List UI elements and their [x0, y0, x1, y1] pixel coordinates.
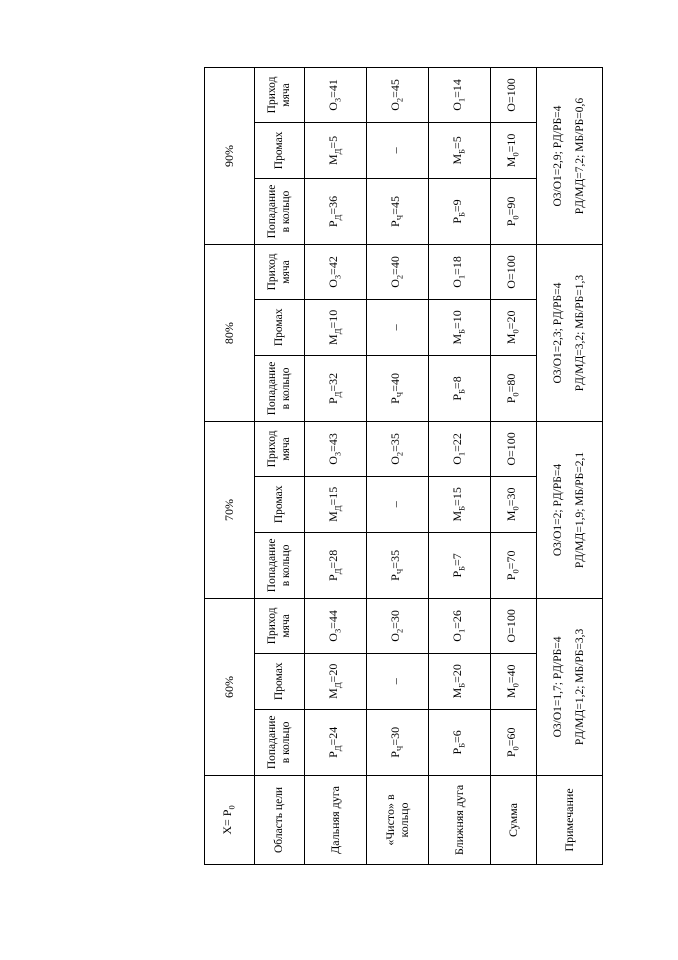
value-symbol: P — [388, 220, 403, 227]
value-number: =45 — [388, 196, 403, 215]
note-line: O3/O1=2,3; PД/PБ=4 — [551, 282, 564, 384]
value-subscript: Ч — [395, 568, 405, 575]
value-cell — [491, 476, 537, 532]
value-symbol: P — [326, 220, 341, 228]
note-line: O3/O1=1,7; PД/PБ=4 — [551, 636, 564, 738]
area-header: Область цели — [255, 775, 305, 864]
value-subscript: 1 — [457, 628, 467, 634]
value-symbol: P — [450, 570, 465, 578]
value-cell — [305, 709, 367, 775]
value-cell — [429, 68, 491, 123]
value-number: =9 — [450, 199, 465, 213]
value-subscript: 2 — [395, 628, 405, 634]
value-symbol: O — [450, 456, 465, 465]
value-number: =44 — [326, 610, 341, 629]
value-subscript: 3 — [333, 628, 343, 634]
value-number: =6 — [450, 730, 465, 743]
row-label: Ближняя дуга — [429, 775, 491, 864]
value-cell — [429, 476, 491, 532]
value-cell — [367, 68, 429, 123]
value-subscript: Д — [333, 391, 343, 398]
value-cell — [491, 422, 537, 477]
corner-cell: $X= P_0$ — [205, 775, 255, 864]
value-symbol: M — [326, 511, 341, 522]
value-cell — [491, 178, 537, 244]
value-symbol: P — [504, 573, 519, 581]
value-subscript: Б — [457, 212, 467, 217]
value-cell — [491, 299, 537, 355]
data-table — [204, 67, 603, 865]
value-cell — [491, 68, 537, 123]
value-cell — [367, 598, 429, 653]
value-subscript: 0 — [511, 329, 521, 334]
value-number: =5 — [326, 135, 341, 149]
subheader-cell: Попадание в кольцо — [255, 532, 305, 598]
value-symbol: P — [450, 216, 465, 224]
note-line: PД/MД=7,2; MБ/PБ=0,6 — [573, 97, 586, 215]
value-symbol: – — [388, 501, 403, 508]
value-subscript: Б — [457, 389, 467, 394]
row-label: «Чисто» в кольцо — [367, 775, 429, 864]
header-row-sub — [255, 68, 305, 865]
value-subscript: 3 — [333, 274, 343, 280]
subheader-cell: Промах — [255, 299, 305, 355]
value-subscript: 1 — [457, 274, 467, 280]
rotated-table-container — [204, 67, 602, 865]
value-subscript: 3 — [333, 451, 343, 457]
note-cell — [537, 68, 603, 245]
value-symbol: P — [326, 397, 341, 405]
value-subscript: 0 — [511, 569, 521, 574]
value-number: =26 — [450, 610, 465, 629]
value-symbol: P — [326, 751, 341, 758]
value-symbol: P — [504, 219, 519, 227]
value-symbol: O — [504, 103, 519, 112]
value-cell — [367, 355, 429, 421]
value-symbol: O — [504, 280, 519, 289]
value-cell — [305, 476, 367, 532]
group-header: 80% — [205, 245, 255, 422]
value-number: =100 — [504, 255, 519, 281]
value-cell — [367, 476, 429, 532]
value-number: =100 — [504, 78, 519, 104]
value-symbol: O — [326, 102, 341, 111]
note-line: PД/MД=1,9; MБ/PБ=2,1 — [573, 451, 586, 569]
value-number: =20 — [504, 310, 519, 330]
value-number: =43 — [326, 433, 341, 452]
value-number: =30 — [504, 487, 519, 507]
value-symbol: M — [326, 334, 341, 345]
value-subscript: Д — [333, 505, 343, 512]
group-header: 70% — [205, 422, 255, 599]
value-cell — [305, 299, 367, 355]
value-subscript: Б — [457, 505, 467, 511]
value-symbol: M — [326, 154, 341, 165]
value-subscript: 0 — [511, 215, 521, 220]
value-cell — [491, 355, 537, 421]
value-symbol: O — [504, 633, 519, 643]
rotated-table-stage — [204, 67, 602, 865]
value-symbol: O — [388, 456, 403, 465]
value-number: =14 — [450, 79, 465, 98]
value-subscript: 0 — [511, 392, 521, 397]
value-symbol: M — [326, 688, 341, 699]
note-line: PД/MД=1,2; MБ/PБ=3,3 — [573, 628, 586, 746]
value-cell — [491, 653, 537, 709]
value-cell — [429, 245, 491, 300]
value-subscript: 0 — [511, 152, 521, 157]
subheader-cell: Приход мяча — [255, 68, 305, 123]
value-subscript: Д — [333, 214, 343, 221]
value-subscript: Д — [333, 328, 343, 335]
value-number: =30 — [388, 610, 403, 629]
value-subscript: Б — [457, 742, 467, 748]
value-subscript: Д — [333, 682, 343, 689]
value-cell — [429, 299, 491, 355]
value-cell — [305, 532, 367, 598]
value-cell — [491, 709, 537, 775]
note-line: O3/O1=2,9; PД/PБ=4 — [551, 105, 564, 207]
table-row — [429, 68, 491, 865]
value-symbol: O — [326, 633, 341, 642]
value-number: =100 — [504, 432, 519, 457]
value-cell — [367, 122, 429, 178]
row-label: Дальняя дуга — [305, 775, 367, 864]
value-cell — [367, 709, 429, 775]
value-subscript: Д — [333, 568, 343, 575]
value-number: =36 — [326, 195, 341, 215]
value-symbol: O — [504, 456, 519, 466]
value-number: =35 — [388, 549, 403, 569]
value-subscript: Ч — [395, 214, 405, 221]
value-cell — [429, 122, 491, 178]
value-cell — [305, 355, 367, 421]
value-symbol: P — [388, 397, 403, 404]
value-number: =15 — [450, 487, 465, 506]
value-cell — [429, 653, 491, 709]
value-symbol: M — [450, 153, 465, 165]
group-header: 60% — [205, 598, 255, 775]
value-number: =100 — [504, 609, 519, 634]
value-symbol: P — [450, 747, 465, 755]
value-number: =18 — [450, 256, 465, 275]
value-number: =8 — [450, 376, 465, 390]
subheader-cell: Приход мяча — [255, 598, 305, 653]
note-cell — [537, 598, 603, 775]
value-number: =24 — [326, 726, 341, 746]
value-subscript: 1 — [457, 97, 467, 103]
value-subscript: 0 — [511, 506, 521, 511]
value-symbol: – — [388, 324, 403, 331]
value-number: =10 — [450, 310, 465, 329]
notes-label: Примечание — [537, 775, 603, 864]
subheader-cell: Приход мяча — [255, 422, 305, 477]
value-cell — [305, 68, 367, 123]
value-symbol: M — [504, 687, 519, 699]
value-cell — [429, 422, 491, 477]
value-cell — [429, 598, 491, 653]
note-line: PД/MД=3,2; MБ/PБ=1,3 — [573, 274, 586, 392]
value-subscript: Б — [457, 329, 467, 334]
value-symbol: M — [450, 687, 465, 699]
value-cell — [367, 299, 429, 355]
value-number: =20 — [326, 663, 341, 683]
value-cell — [367, 178, 429, 244]
value-cell — [305, 178, 367, 244]
value-cell — [305, 598, 367, 653]
note-cell — [537, 422, 603, 599]
value-subscript: 2 — [395, 97, 405, 103]
value-cell — [491, 532, 537, 598]
value-number: =90 — [504, 196, 519, 216]
notes-row — [537, 68, 603, 865]
subheader-cell: Попадание в кольцо — [255, 709, 305, 775]
value-cell — [429, 355, 491, 421]
value-subscript: 2 — [395, 451, 405, 457]
value-cell — [429, 532, 491, 598]
value-number: =35 — [388, 433, 403, 452]
table-row — [367, 68, 429, 865]
value-number: =70 — [504, 550, 519, 570]
value-cell — [305, 122, 367, 178]
value-cell — [305, 422, 367, 477]
header-row-groups — [205, 68, 255, 865]
value-symbol: O — [388, 279, 403, 288]
value-cell — [305, 653, 367, 709]
subheader-cell: Промах — [255, 122, 305, 178]
group-header: 90% — [205, 68, 255, 245]
value-subscript: Ч — [395, 391, 405, 398]
value-symbol: P — [450, 393, 465, 401]
value-symbol: P — [388, 751, 403, 758]
value-subscript: Д — [333, 148, 343, 155]
value-cell — [491, 598, 537, 653]
value-symbol: M — [504, 510, 519, 522]
value-number: =20 — [450, 664, 465, 683]
value-subscript: Ч — [395, 745, 405, 752]
value-symbol: – — [388, 147, 403, 154]
value-number: =5 — [450, 136, 465, 150]
value-symbol: M — [450, 333, 465, 345]
value-number: =7 — [450, 553, 465, 567]
value-subscript: Б — [457, 149, 467, 154]
subheader-cell: Приход мяча — [255, 245, 305, 300]
value-number: =32 — [326, 372, 341, 392]
value-number: =45 — [388, 79, 403, 98]
value-symbol: P — [504, 396, 519, 404]
value-number: =40 — [388, 256, 403, 275]
value-number: =42 — [326, 256, 341, 275]
value-cell — [429, 709, 491, 775]
value-symbol: O — [450, 279, 465, 288]
value-cell — [429, 178, 491, 244]
value-number: =80 — [504, 373, 519, 393]
value-symbol: – — [388, 678, 403, 685]
value-cell — [305, 245, 367, 300]
value-subscript: 2 — [395, 274, 405, 280]
value-subscript: 1 — [457, 451, 467, 457]
value-cell — [367, 653, 429, 709]
value-number: =60 — [504, 727, 519, 747]
value-number: =40 — [388, 372, 403, 392]
value-number: =30 — [388, 726, 403, 746]
value-number: =28 — [326, 549, 341, 569]
value-symbol: P — [504, 750, 519, 758]
note-line: O3/O1=2; PД/PБ=4 — [551, 463, 564, 557]
value-number: =10 — [504, 133, 519, 153]
row-label: Сумма — [491, 775, 537, 864]
value-cell — [367, 532, 429, 598]
value-cell — [367, 245, 429, 300]
value-symbol: O — [326, 279, 341, 288]
value-cell — [367, 422, 429, 477]
value-subscript: 0 — [511, 683, 521, 688]
value-subscript: 0 — [511, 746, 521, 751]
subheader-cell: Попадание в кольцо — [255, 178, 305, 244]
value-symbol: O — [450, 102, 465, 111]
value-number: =40 — [504, 664, 519, 684]
value-number: =10 — [326, 309, 341, 329]
value-number: =22 — [450, 433, 465, 452]
note-cell — [537, 245, 603, 422]
value-number: =15 — [326, 486, 341, 506]
value-symbol: M — [450, 510, 465, 522]
value-cell — [491, 122, 537, 178]
value-subscript: Б — [457, 566, 467, 571]
value-symbol: O — [450, 633, 465, 642]
table-row — [491, 68, 537, 865]
value-subscript: Д — [333, 745, 343, 752]
value-symbol: O — [388, 633, 403, 642]
value-number: =41 — [326, 79, 341, 98]
value-symbol: M — [504, 333, 519, 345]
subheader-cell: Попадание в кольцо — [255, 355, 305, 421]
value-subscript: 3 — [333, 97, 343, 103]
subheader-cell: Промах — [255, 653, 305, 709]
table-row — [305, 68, 367, 865]
value-symbol: P — [388, 574, 403, 581]
value-symbol: O — [326, 456, 341, 465]
subheader-cell: Промах — [255, 476, 305, 532]
value-subscript: Б — [457, 682, 467, 688]
value-symbol: O — [388, 102, 403, 111]
value-cell — [491, 245, 537, 300]
value-symbol: M — [504, 156, 519, 168]
value-symbol: P — [326, 574, 341, 581]
